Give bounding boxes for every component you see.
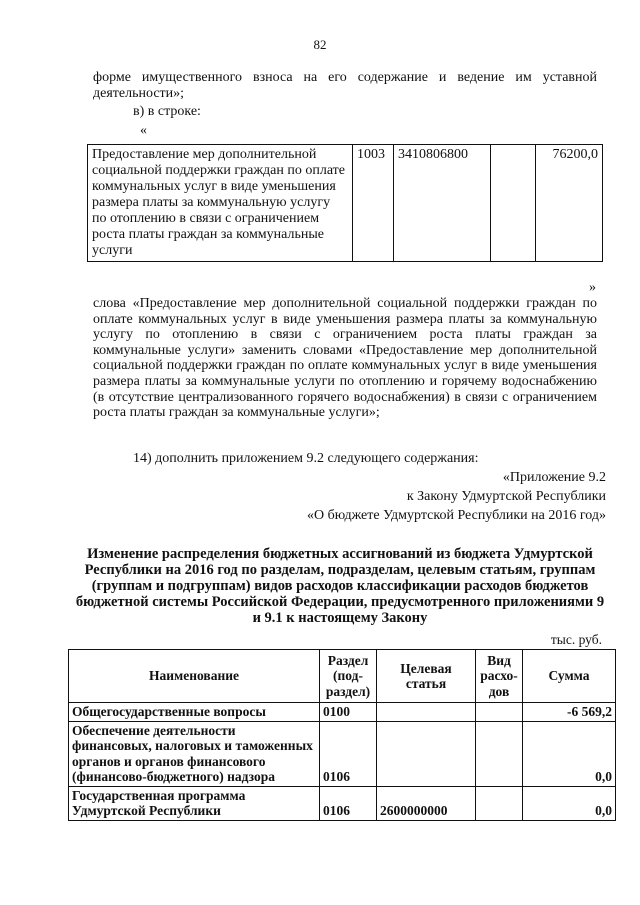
table-row xyxy=(69,786,616,820)
units-label: тыс. руб. xyxy=(550,632,602,647)
row-expense-type xyxy=(476,786,523,820)
header-section: Раздел (под-раздел) xyxy=(320,650,377,703)
table-row xyxy=(88,145,603,262)
row-name: Государственная программа Удмуртской Республики xyxy=(69,786,320,820)
row-amount: 0,0 xyxy=(523,786,616,820)
open-quote: « xyxy=(140,123,147,138)
row-section: 0100 xyxy=(320,703,377,722)
row-expense-type xyxy=(476,721,523,786)
page-number: 82 xyxy=(313,37,327,52)
quoted-target-cell: 3410806800 xyxy=(394,145,491,262)
appendix-line-2: к Закону Удмуртской Республики xyxy=(406,489,606,504)
row-target: 2600000000 xyxy=(377,786,476,820)
table-row xyxy=(69,721,616,786)
intro-line-1: форме имущественного взноса на его содержание и ведение им уставной xyxy=(93,70,597,85)
quoted-expense-cell xyxy=(491,145,536,262)
quoted-name-cell: Предоставление мер дополнительной социальной поддержки граждан по оплате коммунальных услуг в виде уменьшения размера платы за коммунальную услугу по отоплению в связи с ограничением роста платы граждан за коммунальные услуги xyxy=(88,145,353,262)
header-amount: Сумма xyxy=(523,650,616,703)
appendix-line-3: «О бюджете Удмуртской Республики на 2016 год» xyxy=(306,508,606,523)
row-name: Обеспечение деятельности финансовых, налоговых и таможенных органов и органов финансового (финансово-бюджетного) надзора xyxy=(69,721,320,786)
budget-table xyxy=(68,649,616,821)
row-amount: 0,0 xyxy=(523,721,616,786)
appendix-line-1: «Приложение 9.2 xyxy=(502,470,606,485)
row-target xyxy=(377,703,476,722)
close-quote: » xyxy=(589,280,596,295)
row-amount: -6 569,2 xyxy=(523,703,616,722)
row-expense-type xyxy=(476,703,523,722)
row-name: Общегосударственные вопросы xyxy=(69,703,320,722)
row-section: 0106 xyxy=(320,721,377,786)
item-14: 14) дополнить приложением 9.2 следующего содержания: xyxy=(133,451,479,466)
table-header-row xyxy=(69,650,616,703)
clause-v: в) в строке: xyxy=(133,104,201,119)
row-target xyxy=(377,721,476,786)
quoted-section-cell: 1003 xyxy=(353,145,394,262)
intro-line-2: деятельности»; xyxy=(93,86,185,101)
table-title: Изменение распределения бюджетных ассигнований из бюджета Удмуртской Республики на 2016 год по разделам, подразделам, целевым статьям, группам (группам и подгруппам) видов расходов классификации расходов бюджетов бюджетной системы Российской Федерации, предусмотренного приложениями 9 и 9.1 к настоящему Закону xyxy=(75,546,605,626)
header-expense-type: Вид расхо-дов xyxy=(476,650,523,703)
row-section: 0106 xyxy=(320,786,377,820)
quoted-amount-cell: 76200,0 xyxy=(536,145,603,262)
header-target: Целевая статья xyxy=(377,650,476,703)
quoted-row-table xyxy=(87,144,603,262)
replace-paragraph: слова «Предоставление мер дополнительной социальной поддержки граждан по оплате коммунальных услуг в виде уменьшения размера платы за коммунальную услугу по отоплению в связи с ограничением роста платы граждан за коммунальные услуги» заменить словами «Предоставление мер дополнительной социальной поддержки граждан по оплате коммунальных услуг в виде уменьшения размера платы за коммунальные услуги по отоплению и горячему водоснабжению (в отсутствие централизованного горячего водоснабжения) в связи с ограничением роста платы граждан за коммунальные услуги»; xyxy=(93,296,597,421)
header-name: Наименование xyxy=(69,650,320,703)
table-row xyxy=(69,703,616,722)
